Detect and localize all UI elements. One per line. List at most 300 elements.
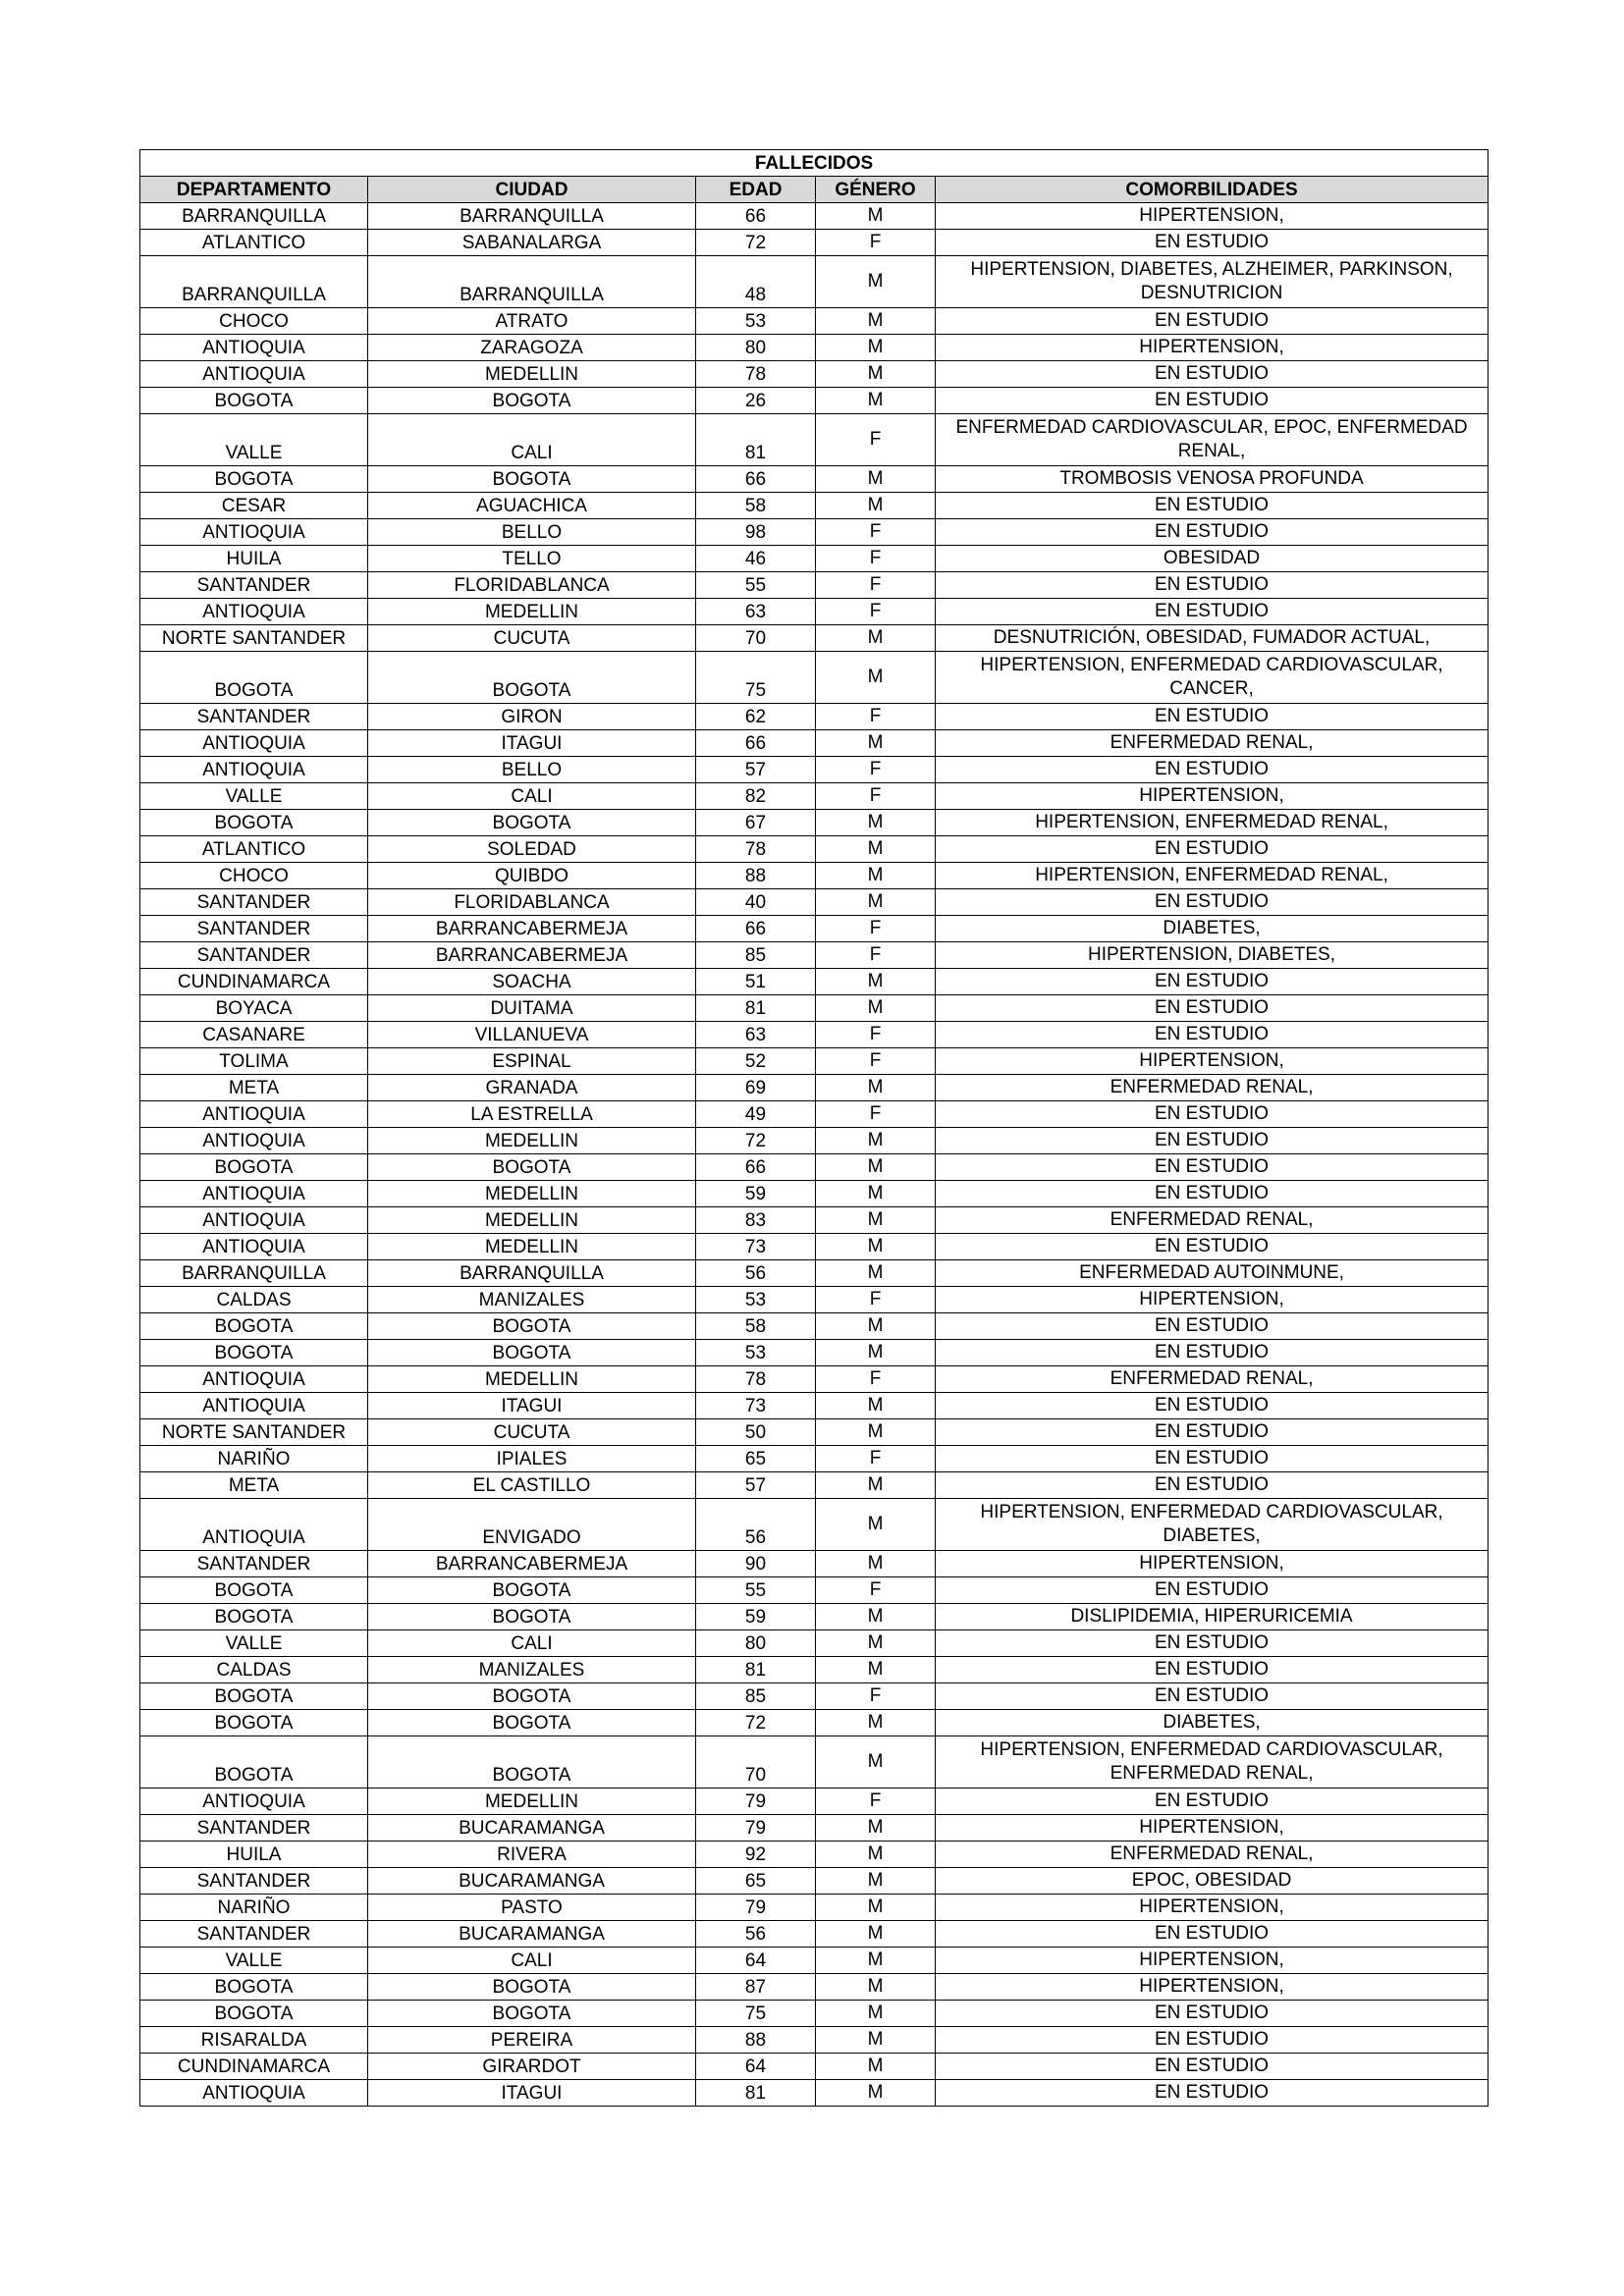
table-row	[140, 1181, 1489, 1207]
departamento-cell: META	[140, 1075, 368, 1101]
table-row	[140, 308, 1489, 335]
ciudad-cell: PEREIRA	[368, 2027, 696, 2054]
departamento-cell: NORTE SANTANDER	[140, 1419, 368, 1446]
genero-cell: M	[816, 1842, 936, 1868]
genero-cell: F	[816, 916, 936, 942]
departamento-cell: BOGOTA	[140, 652, 368, 704]
genero-cell: F	[816, 1446, 936, 1472]
departamento-cell: SANTANDER	[140, 1921, 368, 1948]
edad-cell: 66	[696, 730, 816, 757]
departamento-cell: ANTIOQUIA	[140, 1499, 368, 1551]
departamento-cell: BOYACA	[140, 995, 368, 1022]
comorbilidades-cell: DIABETES,	[936, 916, 1489, 942]
comorbilidades-cell: EN ESTUDIO	[936, 704, 1489, 730]
ciudad-cell: ITAGUI	[368, 730, 696, 757]
table-row	[140, 335, 1489, 361]
edad-cell: 53	[696, 1287, 816, 1313]
edad-cell: 63	[696, 599, 816, 625]
table-row	[140, 969, 1489, 995]
genero-cell: M	[816, 810, 936, 836]
table-body	[140, 203, 1489, 2107]
departamento-cell: ANTIOQUIA	[140, 730, 368, 757]
genero-cell: F	[816, 757, 936, 783]
ciudad-cell: CALI	[368, 783, 696, 810]
comorbilidades-cell: HIPERTENSION,	[936, 1895, 1489, 1921]
departamento-cell: ANTIOQUIA	[140, 2080, 368, 2107]
table-row	[140, 256, 1489, 308]
table-row	[140, 863, 1489, 889]
ciudad-cell: GIRON	[368, 704, 696, 730]
ciudad-cell: IPIALES	[368, 1446, 696, 1472]
departamento-cell: CESAR	[140, 493, 368, 519]
table-row	[140, 599, 1489, 625]
departamento-cell: ANTIOQUIA	[140, 335, 368, 361]
edad-cell: 78	[696, 1366, 816, 1393]
column-header-comorbilidades: COMORBILIDADES	[936, 177, 1489, 203]
table-row	[140, 704, 1489, 730]
ciudad-cell: ITAGUI	[368, 1393, 696, 1419]
comorbilidades-cell: EN ESTUDIO	[936, 519, 1489, 546]
ciudad-cell: QUIBDO	[368, 863, 696, 889]
edad-cell: 85	[696, 1683, 816, 1710]
table-row	[140, 1340, 1489, 1366]
comorbilidades-cell: HIPERTENSION,	[936, 783, 1489, 810]
genero-cell: M	[816, 388, 936, 414]
column-header-row	[140, 177, 1489, 203]
table-row	[140, 1154, 1489, 1181]
ciudad-cell: SOLEDAD	[368, 836, 696, 863]
edad-cell: 72	[696, 230, 816, 256]
edad-cell: 49	[696, 1101, 816, 1128]
edad-cell: 81	[696, 1657, 816, 1683]
genero-cell: M	[816, 1604, 936, 1630]
ciudad-cell: MEDELLIN	[368, 1207, 696, 1234]
table-row	[140, 1974, 1489, 2001]
ciudad-cell: MEDELLIN	[368, 1181, 696, 1207]
edad-cell: 55	[696, 572, 816, 599]
table-row	[140, 625, 1489, 652]
comorbilidades-cell: EN ESTUDIO	[936, 1022, 1489, 1048]
edad-cell: 58	[696, 493, 816, 519]
genero-cell: M	[816, 203, 936, 230]
table-row	[140, 230, 1489, 256]
genero-cell: M	[816, 1974, 936, 2001]
edad-cell: 57	[696, 757, 816, 783]
genero-cell: M	[816, 1154, 936, 1181]
comorbilidades-cell: OBESIDAD	[936, 546, 1489, 572]
ciudad-cell: MEDELLIN	[368, 1128, 696, 1154]
ciudad-cell: SOACHA	[368, 969, 696, 995]
departamento-cell: ANTIOQUIA	[140, 1393, 368, 1419]
comorbilidades-cell: ENFERMEDAD RENAL,	[936, 1366, 1489, 1393]
departamento-cell: VALLE	[140, 414, 368, 466]
departamento-cell: VALLE	[140, 1630, 368, 1657]
genero-cell: M	[816, 1393, 936, 1419]
comorbilidades-cell: EN ESTUDIO	[936, 2001, 1489, 2027]
genero-cell: F	[816, 599, 936, 625]
genero-cell: M	[816, 889, 936, 916]
ciudad-cell: BOGOTA	[368, 1604, 696, 1630]
table-title: FALLECIDOS	[140, 150, 1489, 177]
genero-cell: F	[816, 942, 936, 969]
genero-cell: M	[816, 466, 936, 493]
departamento-cell: ANTIOQUIA	[140, 361, 368, 388]
departamento-cell: ANTIOQUIA	[140, 1207, 368, 1234]
ciudad-cell: BOGOTA	[368, 652, 696, 704]
edad-cell: 52	[696, 1048, 816, 1075]
table-row	[140, 203, 1489, 230]
genero-cell: M	[816, 969, 936, 995]
genero-cell: M	[816, 1340, 936, 1366]
comorbilidades-cell: ENFERMEDAD RENAL,	[936, 1207, 1489, 1234]
table-row	[140, 388, 1489, 414]
departamento-cell: BOGOTA	[140, 2001, 368, 2027]
ciudad-cell: ATRATO	[368, 308, 696, 335]
genero-cell: F	[816, 1287, 936, 1313]
genero-cell: M	[816, 1948, 936, 1974]
table-row	[140, 1895, 1489, 1921]
comorbilidades-cell: EN ESTUDIO	[936, 1101, 1489, 1128]
genero-cell: M	[816, 2054, 936, 2080]
ciudad-cell: BOGOTA	[368, 1154, 696, 1181]
edad-cell: 72	[696, 1710, 816, 1736]
comorbilidades-cell: EN ESTUDIO	[936, 1393, 1489, 1419]
departamento-cell: ANTIOQUIA	[140, 1789, 368, 1815]
departamento-cell: SANTANDER	[140, 916, 368, 942]
edad-cell: 75	[696, 652, 816, 704]
edad-cell: 72	[696, 1128, 816, 1154]
ciudad-cell: BARRANCABERMEJA	[368, 942, 696, 969]
comorbilidades-cell: ENFERMEDAD RENAL,	[936, 730, 1489, 757]
fallecidos-table	[139, 149, 1489, 2107]
genero-cell: F	[816, 704, 936, 730]
edad-cell: 75	[696, 2001, 816, 2027]
comorbilidades-cell: EN ESTUDIO	[936, 230, 1489, 256]
table-row	[140, 1921, 1489, 1948]
table-row	[140, 1630, 1489, 1657]
genero-cell: M	[816, 1630, 936, 1657]
edad-cell: 88	[696, 863, 816, 889]
comorbilidades-cell: HIPERTENSION, ENFERMEDAD CARDIOVASCULAR, CANCER,	[936, 652, 1489, 704]
edad-cell: 59	[696, 1604, 816, 1630]
table-row	[140, 466, 1489, 493]
ciudad-cell: GIRARDOT	[368, 2054, 696, 2080]
edad-cell: 81	[696, 995, 816, 1022]
comorbilidades-cell: HIPERTENSION,	[936, 1948, 1489, 1974]
table-row	[140, 414, 1489, 466]
genero-cell: F	[816, 1101, 936, 1128]
edad-cell: 56	[696, 1499, 816, 1551]
departamento-cell: CUNDINAMARCA	[140, 969, 368, 995]
table-row	[140, 1048, 1489, 1075]
departamento-cell: BOGOTA	[140, 1313, 368, 1340]
ciudad-cell: BOGOTA	[368, 388, 696, 414]
ciudad-cell: BUCARAMANGA	[368, 1921, 696, 1948]
comorbilidades-cell: HIPERTENSION, ENFERMEDAD CARDIOVASCULAR, ENFERMEDAD RENAL,	[936, 1736, 1489, 1789]
edad-cell: 81	[696, 414, 816, 466]
table-row	[140, 2054, 1489, 2080]
ciudad-cell: MEDELLIN	[368, 1234, 696, 1260]
comorbilidades-cell: HIPERTENSION, ENFERMEDAD CARDIOVASCULAR, DIABETES,	[936, 1499, 1489, 1551]
genero-cell: M	[816, 1181, 936, 1207]
ciudad-cell: BARRANQUILLA	[368, 256, 696, 308]
departamento-cell: SANTANDER	[140, 572, 368, 599]
departamento-cell: ANTIOQUIA	[140, 1366, 368, 1393]
edad-cell: 53	[696, 1340, 816, 1366]
departamento-cell: CASANARE	[140, 1022, 368, 1048]
edad-cell: 98	[696, 519, 816, 546]
table-row	[140, 1948, 1489, 1974]
genero-cell: F	[816, 1789, 936, 1815]
departamento-cell: NARIÑO	[140, 1895, 368, 1921]
table-row	[140, 1789, 1489, 1815]
genero-cell: F	[816, 572, 936, 599]
comorbilidades-cell: EN ESTUDIO	[936, 493, 1489, 519]
comorbilidades-cell: EN ESTUDIO	[936, 1128, 1489, 1154]
departamento-cell: BOGOTA	[140, 1710, 368, 1736]
ciudad-cell: CALI	[368, 414, 696, 466]
comorbilidades-cell: EN ESTUDIO	[936, 1472, 1489, 1499]
edad-cell: 66	[696, 916, 816, 942]
ciudad-cell: GRANADA	[368, 1075, 696, 1101]
comorbilidades-cell: EN ESTUDIO	[936, 1340, 1489, 1366]
comorbilidades-cell: EN ESTUDIO	[936, 2027, 1489, 2054]
departamento-cell: ANTIOQUIA	[140, 599, 368, 625]
departamento-cell: NARIÑO	[140, 1446, 368, 1472]
genero-cell: M	[816, 1815, 936, 1842]
comorbilidades-cell: DESNUTRICIÓN, OBESIDAD, FUMADOR ACTUAL,	[936, 625, 1489, 652]
ciudad-cell: EL CASTILLO	[368, 1472, 696, 1499]
genero-cell: M	[816, 256, 936, 308]
column-header-ciudad: CIUDAD	[368, 177, 696, 203]
departamento-cell: VALLE	[140, 1948, 368, 1974]
departamento-cell: ANTIOQUIA	[140, 519, 368, 546]
edad-cell: 51	[696, 969, 816, 995]
ciudad-cell: SABANALARGA	[368, 230, 696, 256]
table-row	[140, 1736, 1489, 1789]
genero-cell: M	[816, 730, 936, 757]
departamento-cell: VALLE	[140, 783, 368, 810]
table-row	[140, 1260, 1489, 1287]
departamento-cell: BOGOTA	[140, 1974, 368, 2001]
ciudad-cell: ESPINAL	[368, 1048, 696, 1075]
edad-cell: 81	[696, 2080, 816, 2107]
table-row	[140, 1022, 1489, 1048]
departamento-cell: CALDAS	[140, 1657, 368, 1683]
comorbilidades-cell: EN ESTUDIO	[936, 1154, 1489, 1181]
comorbilidades-cell: TROMBOSIS VENOSA PROFUNDA	[936, 466, 1489, 493]
genero-cell: F	[816, 783, 936, 810]
ciudad-cell: TELLO	[368, 546, 696, 572]
table-row	[140, 757, 1489, 783]
ciudad-cell: BOGOTA	[368, 1577, 696, 1604]
departamento-cell: TOLIMA	[140, 1048, 368, 1075]
ciudad-cell: BOGOTA	[368, 466, 696, 493]
genero-cell: M	[816, 652, 936, 704]
ciudad-cell: CUCUTA	[368, 625, 696, 652]
edad-cell: 64	[696, 1948, 816, 1974]
comorbilidades-cell: EN ESTUDIO	[936, 757, 1489, 783]
edad-cell: 79	[696, 1815, 816, 1842]
comorbilidades-cell: EN ESTUDIO	[936, 995, 1489, 1022]
departamento-cell: BOGOTA	[140, 1577, 368, 1604]
ciudad-cell: DUITAMA	[368, 995, 696, 1022]
departamento-cell: BOGOTA	[140, 466, 368, 493]
comorbilidades-cell: ENFERMEDAD CARDIOVASCULAR, EPOC, ENFERMEDAD RENAL,	[936, 414, 1489, 466]
table-row	[140, 730, 1489, 757]
table-row	[140, 519, 1489, 546]
genero-cell: M	[816, 2080, 936, 2107]
ciudad-cell: MEDELLIN	[368, 1789, 696, 1815]
ciudad-cell: RIVERA	[368, 1842, 696, 1868]
ciudad-cell: MEDELLIN	[368, 599, 696, 625]
departamento-cell: BOGOTA	[140, 1154, 368, 1181]
edad-cell: 79	[696, 1895, 816, 1921]
departamento-cell: META	[140, 1472, 368, 1499]
comorbilidades-cell: HIPERTENSION,	[936, 1551, 1489, 1577]
comorbilidades-cell: HIPERTENSION,	[936, 1974, 1489, 2001]
departamento-cell: ANTIOQUIA	[140, 1181, 368, 1207]
ciudad-cell: BARRANCABERMEJA	[368, 1551, 696, 1577]
departamento-cell: RISARALDA	[140, 2027, 368, 2054]
departamento-cell: ANTIOQUIA	[140, 1128, 368, 1154]
genero-cell: M	[816, 1419, 936, 1446]
column-header-edad: EDAD	[696, 177, 816, 203]
genero-cell: M	[816, 1260, 936, 1287]
edad-cell: 87	[696, 1974, 816, 2001]
departamento-cell: CUNDINAMARCA	[140, 2054, 368, 2080]
table-row	[140, 1815, 1489, 1842]
edad-cell: 80	[696, 1630, 816, 1657]
ciudad-cell: MEDELLIN	[368, 1366, 696, 1393]
table-row	[140, 1604, 1489, 1630]
departamento-cell: NORTE SANTANDER	[140, 625, 368, 652]
table-row	[140, 942, 1489, 969]
departamento-cell: ATLANTICO	[140, 836, 368, 863]
departamento-cell: ANTIOQUIA	[140, 757, 368, 783]
table-row	[140, 1657, 1489, 1683]
edad-cell: 66	[696, 466, 816, 493]
comorbilidades-cell: HIPERTENSION, DIABETES,	[936, 942, 1489, 969]
genero-cell: F	[816, 1577, 936, 1604]
comorbilidades-cell: HIPERTENSION,	[936, 1815, 1489, 1842]
ciudad-cell: BOGOTA	[368, 810, 696, 836]
genero-cell: M	[816, 836, 936, 863]
ciudad-cell: BOGOTA	[368, 1974, 696, 2001]
genero-cell: M	[816, 1657, 936, 1683]
table-row	[140, 546, 1489, 572]
edad-cell: 70	[696, 1736, 816, 1789]
edad-cell: 69	[696, 1075, 816, 1101]
edad-cell: 78	[696, 361, 816, 388]
edad-cell: 92	[696, 1842, 816, 1868]
ciudad-cell: ITAGUI	[368, 2080, 696, 2107]
departamento-cell: SANTANDER	[140, 889, 368, 916]
departamento-cell: CHOCO	[140, 863, 368, 889]
comorbilidades-cell: EN ESTUDIO	[936, 599, 1489, 625]
table-row	[140, 2001, 1489, 2027]
genero-cell: M	[816, 2001, 936, 2027]
comorbilidades-cell: HIPERTENSION,	[936, 335, 1489, 361]
comorbilidades-cell: DIABETES,	[936, 1710, 1489, 1736]
ciudad-cell: CALI	[368, 1948, 696, 1974]
edad-cell: 82	[696, 783, 816, 810]
genero-cell: M	[816, 1499, 936, 1551]
comorbilidades-cell: HIPERTENSION,	[936, 1287, 1489, 1313]
comorbilidades-cell: EN ESTUDIO	[936, 1313, 1489, 1340]
comorbilidades-cell: EN ESTUDIO	[936, 1419, 1489, 1446]
ciudad-cell: BUCARAMANGA	[368, 1815, 696, 1842]
departamento-cell: SANTANDER	[140, 704, 368, 730]
edad-cell: 53	[696, 308, 816, 335]
comorbilidades-cell: ENFERMEDAD RENAL,	[936, 1075, 1489, 1101]
comorbilidades-cell: EN ESTUDIO	[936, 889, 1489, 916]
genero-cell: F	[816, 1366, 936, 1393]
edad-cell: 26	[696, 388, 816, 414]
table-row	[140, 652, 1489, 704]
edad-cell: 55	[696, 1577, 816, 1604]
genero-cell: M	[816, 1551, 936, 1577]
edad-cell: 83	[696, 1207, 816, 1234]
ciudad-cell: VILLANUEVA	[368, 1022, 696, 1048]
edad-cell: 67	[696, 810, 816, 836]
table-row	[140, 361, 1489, 388]
comorbilidades-cell: EN ESTUDIO	[936, 1657, 1489, 1683]
genero-cell: M	[816, 1075, 936, 1101]
edad-cell: 50	[696, 1419, 816, 1446]
ciudad-cell: BARRANQUILLA	[368, 203, 696, 230]
table-row	[140, 1207, 1489, 1234]
edad-cell: 48	[696, 256, 816, 308]
genero-cell: F	[816, 230, 936, 256]
comorbilidades-cell: HIPERTENSION,	[936, 1048, 1489, 1075]
table-row	[140, 1287, 1489, 1313]
ciudad-cell: BARRANCABERMEJA	[368, 916, 696, 942]
departamento-cell: BOGOTA	[140, 1604, 368, 1630]
comorbilidades-cell: EN ESTUDIO	[936, 1446, 1489, 1472]
genero-cell: M	[816, 995, 936, 1022]
genero-cell: M	[816, 1868, 936, 1895]
genero-cell: M	[816, 1234, 936, 1260]
ciudad-cell: BELLO	[368, 757, 696, 783]
comorbilidades-cell: HIPERTENSION,	[936, 203, 1489, 230]
table-row	[140, 1683, 1489, 1710]
departamento-cell: BOGOTA	[140, 1340, 368, 1366]
departamento-cell: BARRANQUILLA	[140, 1260, 368, 1287]
ciudad-cell: MANIZALES	[368, 1657, 696, 1683]
table-row	[140, 1577, 1489, 1604]
departamento-cell: SANTANDER	[140, 942, 368, 969]
departamento-cell: BARRANQUILLA	[140, 203, 368, 230]
table-row	[140, 783, 1489, 810]
edad-cell: 62	[696, 704, 816, 730]
edad-cell: 88	[696, 2027, 816, 2054]
genero-cell: M	[816, 625, 936, 652]
genero-cell: M	[816, 1736, 936, 1789]
comorbilidades-cell: EN ESTUDIO	[936, 1181, 1489, 1207]
table-row	[140, 1842, 1489, 1868]
comorbilidades-cell: EN ESTUDIO	[936, 1921, 1489, 1948]
edad-cell: 90	[696, 1551, 816, 1577]
ciudad-cell: PASTO	[368, 1895, 696, 1921]
table-row	[140, 1472, 1489, 1499]
ciudad-cell: BUCARAMANGA	[368, 1868, 696, 1895]
genero-cell: M	[816, 493, 936, 519]
edad-cell: 64	[696, 2054, 816, 2080]
table-row	[140, 889, 1489, 916]
comorbilidades-cell: EN ESTUDIO	[936, 388, 1489, 414]
departamento-cell: SANTANDER	[140, 1551, 368, 1577]
